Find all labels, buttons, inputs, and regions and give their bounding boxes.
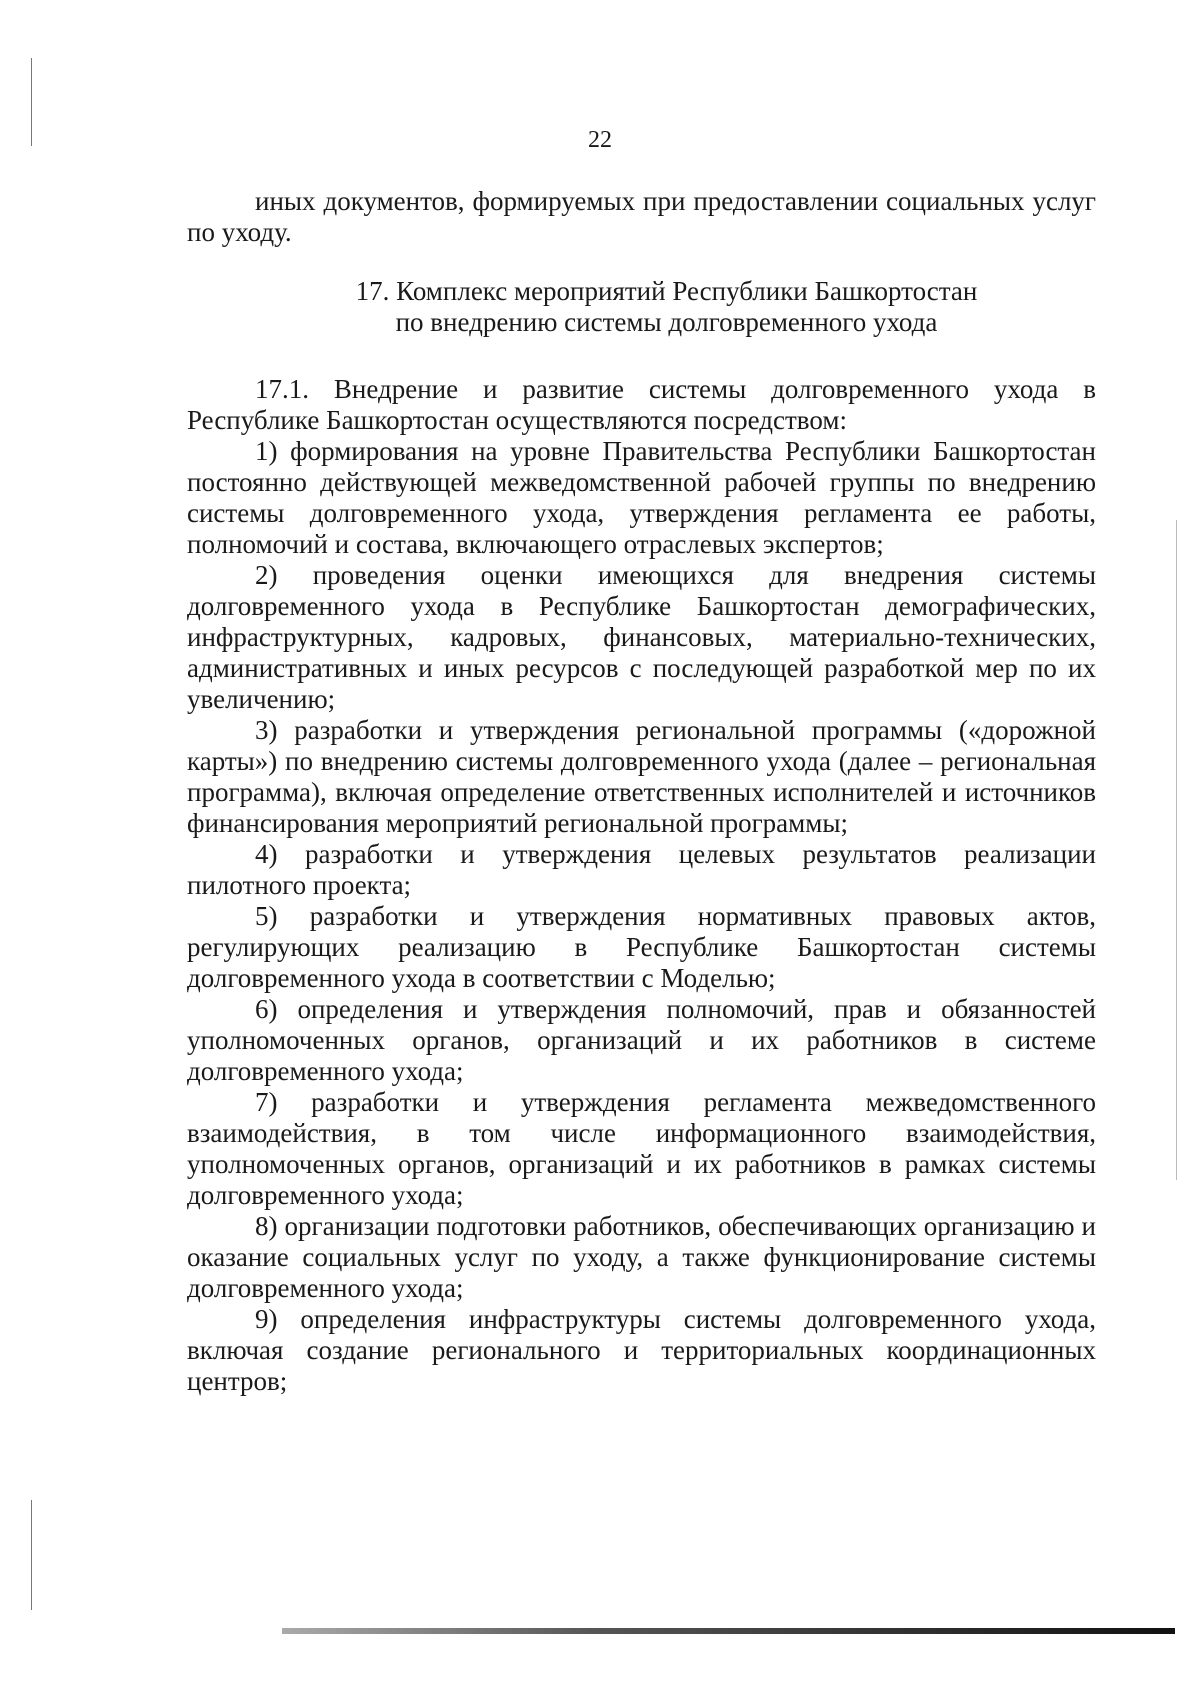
scan-edge-mark bbox=[1176, 520, 1177, 1180]
bottom-rule bbox=[282, 1628, 1175, 1634]
list-item: 5) разработки и утверждения нормативных правовых актов, регулирующих реализацию в Республике Башкортостан системы долговременного ухода в соответствии с Моделью; bbox=[187, 901, 1096, 993]
list-item: 2) проведения оценки имеющихся для внедрения системы долговременного ухода в Республике Башкортостан демографических, инфраструктурных, кадровых, финансовых, материально-технических, административных и иных ресурсов с последующей разработкой мер по их увеличению; bbox=[187, 560, 1096, 714]
list-item: 1) формирования на уровне Правительства Республики Башкортостан постоянно действующей межведомственной рабочей группы по внедрению системы долговременного ухода, утверждения регламента ее работы, полномочий и состава, включающего отраслевых экспертов; bbox=[187, 436, 1096, 559]
section-title bbox=[187, 276, 1096, 338]
list-item: 8) организации подготовки работников, обеспечивающих организацию и оказание социальных услуг по уходу, а также функционирование системы долговременного ухода; bbox=[187, 1211, 1096, 1303]
section-title-line-2: по внедрению системы долговременного ухода bbox=[395, 307, 938, 337]
list-item: 4) разработки и утверждения целевых результатов реализации пилотного проекта; bbox=[187, 839, 1096, 900]
list-item: 7) разработки и утверждения регламента межведомственного взаимодействия, в том числе информационного взаимодействия, уполномоченных органов, организаций и их работников в рамках системы долговременного ухода; bbox=[187, 1087, 1096, 1210]
list-item: 3) разработки и утверждения региональной программы («дорожной карты») по внедрению системы долговременного ухода (далее – региональная программа), включая определение ответственных исполнителей и источников финансирования мероприятий региональной программы; bbox=[187, 715, 1096, 838]
section-title-line-1: 17. Комплекс мероприятий Республики Башкортостан bbox=[355, 276, 978, 306]
section-body bbox=[187, 374, 1096, 1397]
intro-paragraph: иных документов, формируемых при предоставлении социальных услуг по уходу. bbox=[187, 186, 1096, 247]
lead-paragraph: 17.1. Внедрение и развитие системы долговременного ухода в Республике Башкортостан осуществляются посредством: bbox=[187, 374, 1096, 435]
page-number: 22 bbox=[588, 127, 612, 153]
scan-edge-mark bbox=[31, 1500, 32, 1610]
list-item: 9) определения инфраструктуры системы долговременного ухода, включая создание регионального и территориальных координационных центров; bbox=[187, 1304, 1096, 1396]
list-item: 6) определения и утверждения полномочий, прав и обязанностей уполномоченных органов, организаций и их работников в системе долговременного ухода; bbox=[187, 994, 1096, 1086]
intro-paragraph-block bbox=[187, 186, 1096, 248]
